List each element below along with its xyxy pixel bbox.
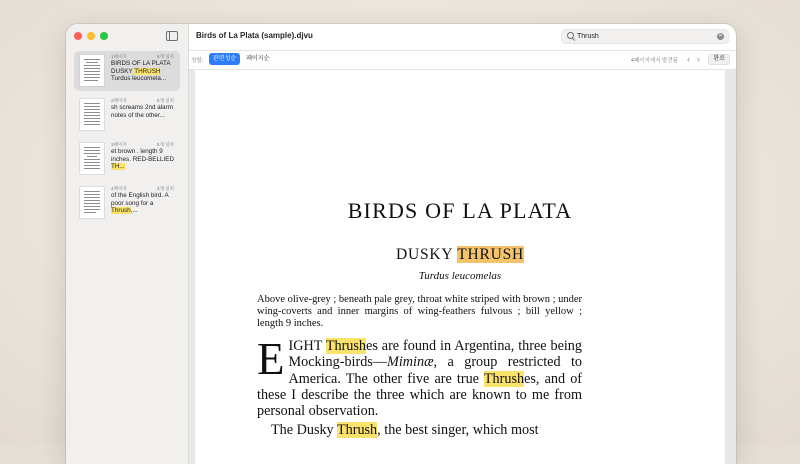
page-thumbnail-icon — [80, 143, 104, 174]
sort-page-button[interactable]: 페이지순 — [246, 56, 270, 62]
sort-relevance-button[interactable]: 관련성순 — [209, 53, 240, 65]
page-thumbnail-icon — [80, 55, 104, 86]
search-result-1[interactable] — [74, 51, 180, 91]
chapter-heading: DUSKY THRUSH — [395, 246, 525, 263]
book-title: BIRDS OF LA PLATA — [347, 198, 573, 223]
match-highlight: Thrush — [325, 338, 367, 354]
paragraph-2: The Dusky Thrush, the best singer, which most — [271, 422, 539, 438]
document-page — [195, 70, 725, 464]
find-bar — [189, 51, 736, 70]
latin-name: Turdus leucomelas — [418, 270, 502, 282]
result-text — [111, 97, 174, 119]
result-snippet: of the English bird. A poor song for a Thrush,... — [111, 192, 169, 215]
search-field[interactable] — [561, 29, 729, 44]
done-button[interactable]: 완료 — [708, 54, 730, 65]
minimize-window-button[interactable] — [87, 32, 95, 40]
paragraph-1: EIGHT Thrushes are found in Argentina, three being Mocking-birds—Miminæ, a group restricted to America. The other five are true Thrushes, and of these I describe the three which are known to me from personal observation. — [257, 334, 583, 420]
sort-label: 정렬: — [191, 58, 204, 64]
result-match-count: 5개 일치 — [156, 98, 174, 103]
result-snippet: sh screams 2nd alarm notes of the other... — [111, 104, 173, 119]
window-controls — [74, 32, 108, 40]
sidebar-toggle-icon[interactable] — [166, 31, 178, 41]
result-snippet: BIRDS OF LA PLATA DUSKY THRUSH Turdus leucomela... — [111, 60, 171, 83]
result-text — [111, 141, 174, 171]
title-bar — [189, 24, 736, 51]
search-result-2[interactable] — [74, 95, 180, 135]
app-window — [66, 24, 736, 464]
result-match-count: 3개 일치 — [156, 186, 174, 191]
next-result-icon[interactable]: › — [697, 54, 700, 64]
result-page: 1페이지 — [111, 54, 127, 59]
close-window-button[interactable] — [74, 32, 82, 40]
result-text — [111, 53, 174, 83]
result-page: 2페이지 — [111, 98, 127, 103]
search-icon — [567, 32, 574, 39]
match-highlight: Thrush — [336, 422, 378, 438]
search-input[interactable] — [577, 31, 707, 42]
current-match: THRUSH — [457, 246, 525, 263]
search-result-4[interactable] — [74, 183, 180, 223]
page-thumbnail-icon — [80, 187, 104, 218]
result-page: 3페이지 — [111, 142, 127, 147]
drop-cap: E — [257, 334, 285, 384]
result-snippet: et brown . length 9 inches. RED-BELLIED TH... — [111, 148, 174, 171]
found-count: 4페이지에서 발견됨 — [630, 58, 678, 64]
search-results-list — [74, 51, 180, 227]
zoom-window-button[interactable] — [100, 32, 108, 40]
previous-result-icon[interactable]: ‹ — [687, 54, 690, 64]
sidebar — [66, 24, 189, 464]
species-description: Above olive-grey ; beneath pale grey, throat white striped with brown ; under wing-coverts and inner margins of wing-feathers fulvous ; bill yellow ; length 9 inches. — [257, 294, 583, 329]
document-viewer[interactable] — [189, 70, 736, 464]
match-highlight: Thrush — [483, 370, 525, 387]
document-title: Birds of La Plata (sample).djvu — [196, 31, 313, 40]
clear-search-icon[interactable]: ✕ — [718, 33, 723, 39]
result-page: 4페이지 — [111, 186, 127, 191]
search-result-3[interactable] — [74, 139, 180, 179]
sort-segmented-control — [209, 53, 273, 65]
result-text — [111, 185, 174, 215]
page-thumbnail-icon — [80, 99, 104, 130]
result-match-count: 5개 일치 — [156, 142, 174, 147]
result-match-count: 6개 일치 — [156, 54, 174, 59]
